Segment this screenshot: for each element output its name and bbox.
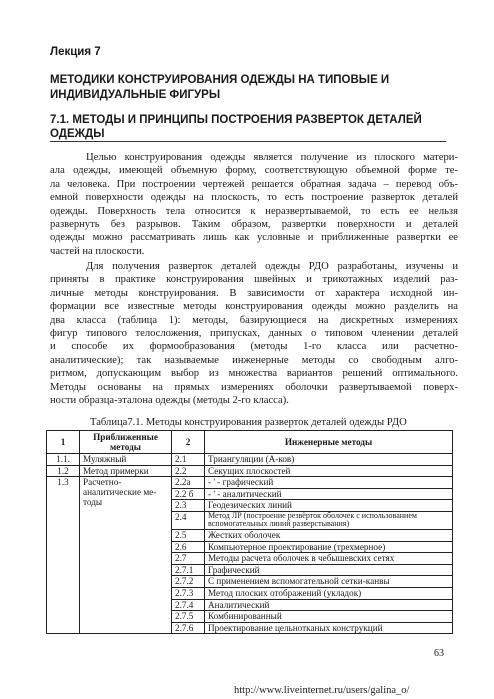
lecture-heading: Лекция 7 xyxy=(50,46,101,58)
right-num-cell: 2.6 xyxy=(172,541,205,553)
left-num-cell: 1.3 xyxy=(47,477,80,634)
right-name-cell: - ' - графический xyxy=(205,477,453,489)
right-num-cell: 2.7.1 xyxy=(172,564,205,576)
right-num-cell: 2.7.2 xyxy=(172,576,205,588)
text-line: одежды. Поверхность тела относится к неразвертываемой, то есть ее нельзя xyxy=(50,205,458,217)
text-line: ритмом, допускающим выбор из множества вариантов решений оптимального. xyxy=(50,368,458,380)
text-line: ности образца-эталона одежды (методы 2-го класса). xyxy=(50,395,289,407)
right-name-cell: Аналитический xyxy=(205,599,453,611)
right-name-cell: - ' - аналитический xyxy=(205,488,453,500)
text-line: одежды можно рассматривать лишь как условные и приближенные развертки ее xyxy=(50,232,458,244)
right-num-cell: 2.2а xyxy=(172,477,205,489)
section-title-line: 7.1. МЕТОДЫ И ПРИНЦИПЫ ПОСТРОЕНИЯ РАЗВЕРТОК ДЕТАЛЕЙ xyxy=(50,114,422,126)
text-line: и способе их формообразования (методы 1-го класса или расчетно- xyxy=(50,341,458,353)
paragraph-1 xyxy=(50,151,458,258)
text-line: фигур типового телосложения, припусках, данных о типовом членении деталей xyxy=(50,328,458,340)
header-cell: 2 xyxy=(172,431,205,454)
text-line: два класса (таблица 1): методы, базирующиеся на дискретных измерениях xyxy=(50,314,458,326)
right-name-cell: Геодезических линий xyxy=(205,500,453,512)
text-line: Целью конструирования одежды является получение из плоского матери- xyxy=(86,152,458,163)
right-num-cell: 2.7.3 xyxy=(172,587,205,599)
right-name-cell: Триангуляции (А-ков) xyxy=(205,454,453,466)
header-cell: 1 xyxy=(47,431,80,454)
section-underline xyxy=(50,141,446,142)
left-num-cell: 1.2 xyxy=(47,465,80,477)
right-name-cell: Комбинированный xyxy=(205,611,453,623)
text-line: Методы основаны на прямых измерениях оболочки развертываемой поверх- xyxy=(50,381,458,393)
left-name-cell: Расчетно-аналитические ме-тоды xyxy=(80,477,172,634)
right-num-cell: 2.4 xyxy=(172,511,205,529)
right-num-cell: 2.2 б xyxy=(172,488,205,500)
text-line: емной поверхности одежды на плоскость, то есть построение разверток деталей xyxy=(50,192,458,204)
chapter-title xyxy=(50,73,450,103)
right-num-cell: 2.7.5 xyxy=(172,611,205,623)
watermark-url: http://www.liveinternet.ru/users/galina_o/ xyxy=(234,685,410,696)
right-num-cell: 2.7 xyxy=(172,553,205,565)
right-num-cell: 2.5 xyxy=(172,529,205,541)
chapter-title-line: ИНДИВИДУАЛЬНЫЕ ФИГУРЫ xyxy=(50,89,221,101)
table-row xyxy=(47,465,453,477)
text-line: развернуть без разрывов. Таким образом, развертки поверхности и деталей xyxy=(50,219,458,231)
text-line: формации все известные методы конструирования одежды можно разделить на xyxy=(50,301,458,313)
right-name-cell: Методы расчета оболочек в чебышевских сетях xyxy=(205,553,453,565)
table-header-row xyxy=(47,431,453,454)
right-name-cell: С применением вспомогательной сетки-канвы xyxy=(205,576,453,588)
table-row xyxy=(47,454,453,466)
text-line: ала одежды, имеющей объемную форму, соответствующую объемной форме те- xyxy=(50,165,458,177)
header-cell: Приближенные методы xyxy=(80,431,172,454)
right-name-cell: Жестких оболочек xyxy=(205,529,453,541)
right-num-cell: 2.2 xyxy=(172,465,205,477)
page-number: 63 xyxy=(434,648,444,659)
methods-table xyxy=(46,430,453,634)
section-title-line: ОДЕЖДЫ xyxy=(50,128,105,140)
text-line: ла человека. При построении чертежей решается обратная задача – перевод объ- xyxy=(50,178,458,190)
text-line: аналитические); так называемые инженерные методы со свободным алго- xyxy=(50,354,458,366)
right-name-cell: Метод плоских отображений (укладок) xyxy=(205,587,453,599)
right-num-cell: 2.1 xyxy=(172,454,205,466)
paragraph-2 xyxy=(50,260,458,407)
text-line: Для получения разверток деталей одежды РДО разработаны, изучены и xyxy=(86,261,458,272)
right-num-cell: 2.7.6 xyxy=(172,622,205,634)
table-row xyxy=(47,477,453,489)
right-name-cell: Графический xyxy=(205,564,453,576)
right-name-cell: Секущих плоскостей xyxy=(205,465,453,477)
left-name-cell: Муляжный xyxy=(80,454,172,466)
chapter-title-line: МЕТОДИКИ КОНСТРУИРОВАНИЯ ОДЕЖДЫ НА ТИПОВЫЕ И xyxy=(50,74,390,86)
right-name-cell: Метод ЛР (построение резвёрток оболочек с использованием вспомогательных линий разверстывания) xyxy=(205,511,453,529)
table-caption: Таблица7.1. Методы конструирования разверток деталей одежды РДО xyxy=(90,417,407,428)
text-line: частей на плоскости. xyxy=(50,245,145,257)
left-num-cell: 1.1. xyxy=(47,454,80,466)
left-name-cell: Метод примерки xyxy=(80,465,172,477)
header-cell: Инженерные методы xyxy=(205,431,453,454)
section-title xyxy=(50,113,455,141)
right-name-cell: Проектирование цельнотканых конструкций xyxy=(205,622,453,634)
text-line: приняты в практике конструирования швейных и трикотажных изделий раз- xyxy=(50,274,458,286)
right-num-cell: 2.7.4 xyxy=(172,599,205,611)
right-num-cell: 2.3 xyxy=(172,500,205,512)
right-name-cell: Компьютерное проектирование (трехмерное) xyxy=(205,541,453,553)
text-line: личные методы конструирования. В зависимости от характера исходной ин- xyxy=(50,287,458,299)
